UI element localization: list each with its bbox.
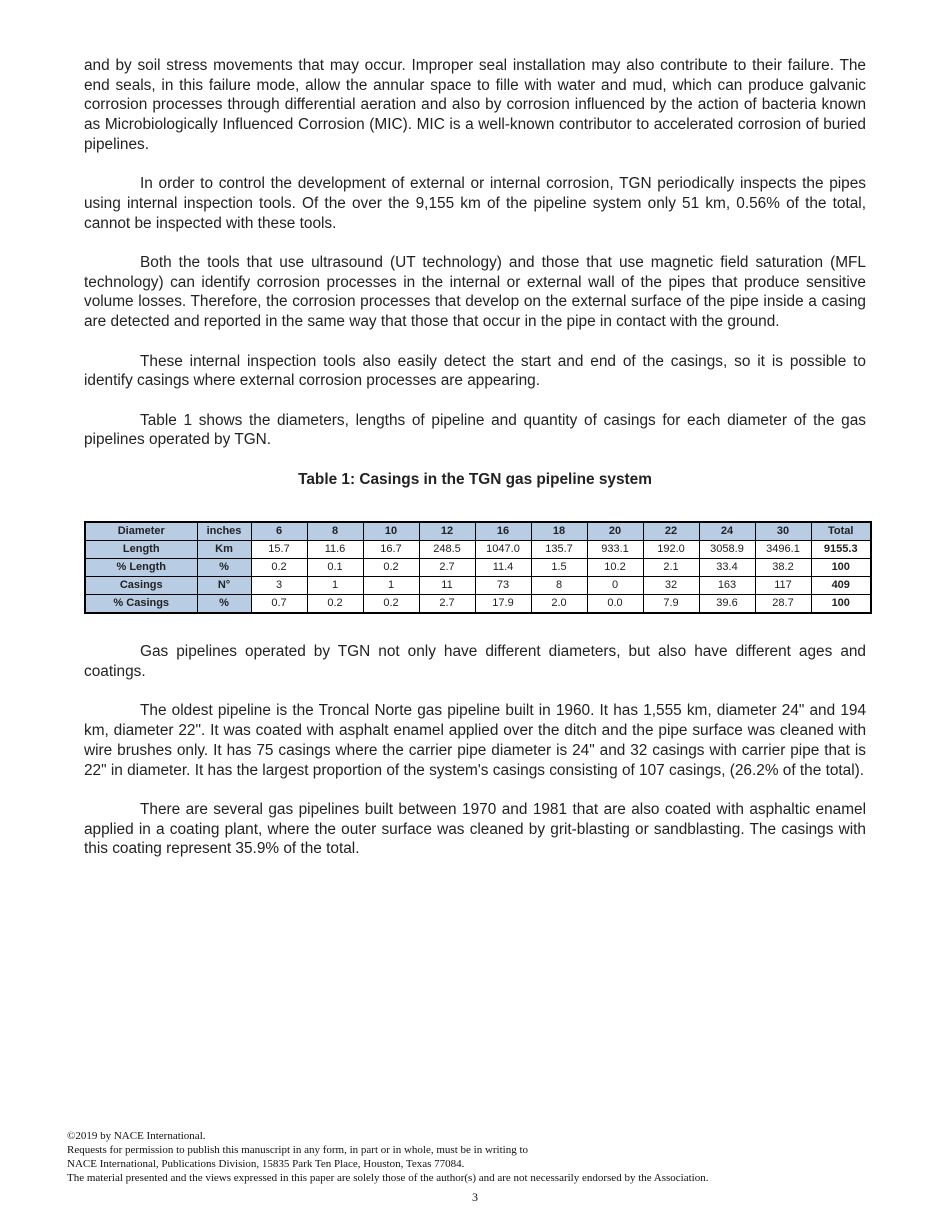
- paragraph: These internal inspection tools also easily detect the start and end of the casings, so it is possible to identify casings where external corrosion processes are appearing.: [84, 352, 866, 390]
- table-cell: 11.6: [307, 541, 363, 559]
- page-body: [84, 56, 866, 879]
- table-cell: 0.2: [307, 595, 363, 614]
- row-label-cell: Length: [85, 541, 197, 559]
- footer-line: Requests for permission to publish this manuscript in any form, in part or in whole, must be in writing to: [67, 1144, 529, 1156]
- table-cell: 2.7: [419, 559, 475, 577]
- table-cell: 1.5: [531, 559, 587, 577]
- table-header-cell: 6: [251, 522, 307, 541]
- table-caption: Table 1: Casings in the TGN gas pipeline system: [298, 470, 652, 488]
- row-total-cell: 100: [811, 559, 871, 577]
- paragraph: Gas pipelines operated by TGN not only have different diameters, but also have different ages and coatings.: [84, 643, 866, 681]
- paragraph: and by soil stress movements that may occur. Improper seal installation may also contribute to their failure. The end seals, in this failure mode, allow the annular space to fille with water and mud, which can produce galvanic corrosion processes through differential aeration and also by corrosion influenced by the action of bacteria known as Microbiologically Influenced Corrosion (MIC). MIC is a well-known contributor to accelerated corrosion of buried pipelines.: [84, 57, 866, 153]
- table-cell: 3496.1: [755, 541, 811, 559]
- paragraph: Table 1 shows the diameters, lengths of pipeline and quantity of casings for each diameter of the gas pipelines operated by TGN.: [84, 411, 866, 449]
- table-cell: 3: [251, 577, 307, 595]
- table-header-cell: Total: [811, 522, 871, 541]
- table-row: [85, 577, 871, 595]
- row-label-cell: % Length: [85, 559, 197, 577]
- table-header-cell: 16: [475, 522, 531, 541]
- table-cell: 32: [643, 577, 699, 595]
- table-cell: 16.7: [363, 541, 419, 559]
- row-label-cell: Casings: [85, 577, 197, 595]
- table-header-cell: inches: [197, 522, 251, 541]
- table-cell: 11: [419, 577, 475, 595]
- table-cell: 0: [587, 577, 643, 595]
- row-total-cell: 100: [811, 595, 871, 614]
- paragraph: Both the tools that use ultrasound (UT technology) and those that use magnetic field saturation (MFL technology) can identify corrosion processes in the internal or external wall of the pipes that produce sensitive volume losses. Therefore, the corrosion processes that develop on the external surface of the pipe inside a casing are detected and reported in the same way that those that occur in the pipe in contact with the ground.: [84, 254, 866, 331]
- row-unit-cell: %: [197, 595, 251, 614]
- table-cell: 28.7: [755, 595, 811, 614]
- table-cell: 135.7: [531, 541, 587, 559]
- footer-line: The material presented and the views expressed in this paper are solely those of the author(s) and are not necessarily endorsed by the Association.: [67, 1172, 709, 1184]
- row-label-cell: % Casings: [85, 595, 197, 614]
- paragraph: There are several gas pipelines built between 1970 and 1981 that are also coated with asphaltic enamel applied in a coating plant, where the outer surface was cleaned by grit-blasting or sandblasting. The casings with this coating represent 35.9% of the total.: [84, 800, 866, 858]
- table-cell: 2.0: [531, 595, 587, 614]
- table-cell: 163: [699, 577, 755, 595]
- table-cell: 0.7: [251, 595, 307, 614]
- table-header-cell: 8: [307, 522, 363, 541]
- table-row: [85, 541, 871, 559]
- footer: [67, 1129, 887, 1185]
- table-cell: 10.2: [587, 559, 643, 577]
- row-total-cell: 9155.3: [811, 541, 871, 559]
- table-cell: 38.2: [755, 559, 811, 577]
- table-cell: 192.0: [643, 541, 699, 559]
- paragraph: The oldest pipeline is the Troncal Norte gas pipeline built in 1960. It has 1,555 km, diameter 24" and 194 km, diameter 22". It was coated with asphalt enamel applied over the ditch and the pipe surface was cleaned with wire brushes only. It has 75 casings where the carrier pipe diameter is 24" and 32 casings with carrier pipe that is 22" in diameter. It has the largest proportion of the system's casings consisting of 107 casings, (26.2% of the total).: [84, 702, 866, 779]
- table-cell: 933.1: [587, 541, 643, 559]
- table-row: [85, 595, 871, 614]
- row-unit-cell: %: [197, 559, 251, 577]
- table-header-cell: 18: [531, 522, 587, 541]
- table-cell: 11.4: [475, 559, 531, 577]
- table-cell: 248.5: [419, 541, 475, 559]
- table-header-cell: 30: [755, 522, 811, 541]
- table-header-cell: 24: [699, 522, 755, 541]
- copyright-line: ©2019 by NACE International.: [67, 1130, 206, 1142]
- table-cell: 73: [475, 577, 531, 595]
- table-cell: 17.9: [475, 595, 531, 614]
- footer-line: NACE International, Publications Division, 15835 Park Ten Place, Houston, Texas 77084.: [67, 1158, 465, 1170]
- table-cell: 1: [307, 577, 363, 595]
- table-cell: 0.2: [363, 559, 419, 577]
- table-cell: 0.0: [587, 595, 643, 614]
- table-header-cell: 10: [363, 522, 419, 541]
- table-cell: 1: [363, 577, 419, 595]
- table-cell: 2.1: [643, 559, 699, 577]
- table-cell: 39.6: [699, 595, 755, 614]
- table-header-cell: 22: [643, 522, 699, 541]
- table-cell: 2.7: [419, 595, 475, 614]
- row-unit-cell: N°: [197, 577, 251, 595]
- page-number: 3: [472, 1190, 478, 1204]
- table-cell: 0.2: [251, 559, 307, 577]
- table-header-cell: 12: [419, 522, 475, 541]
- table-cell: 117: [755, 577, 811, 595]
- table-cell: 7.9: [643, 595, 699, 614]
- table-row: [85, 559, 871, 577]
- row-unit-cell: Km: [197, 541, 251, 559]
- table-cell: 15.7: [251, 541, 307, 559]
- row-total-cell: 409: [811, 577, 871, 595]
- table-cell: 33.4: [699, 559, 755, 577]
- table-header-cell: 20: [587, 522, 643, 541]
- table-cell: 3058.9: [699, 541, 755, 559]
- table-header-cell: Diameter: [85, 522, 197, 541]
- table-cell: 0.2: [363, 595, 419, 614]
- table-header-row: [85, 522, 871, 541]
- table-cell: 0.1: [307, 559, 363, 577]
- casings-table: [84, 521, 872, 614]
- table-cell: 8: [531, 577, 587, 595]
- paragraph: In order to control the development of external or internal corrosion, TGN periodically inspects the pipes using internal inspection tools. Of the over the 9,155 km of the pipeline system only 51 km, 0.56% of the total, cannot be inspected with these tools.: [84, 175, 866, 232]
- table-cell: 1047.0: [475, 541, 531, 559]
